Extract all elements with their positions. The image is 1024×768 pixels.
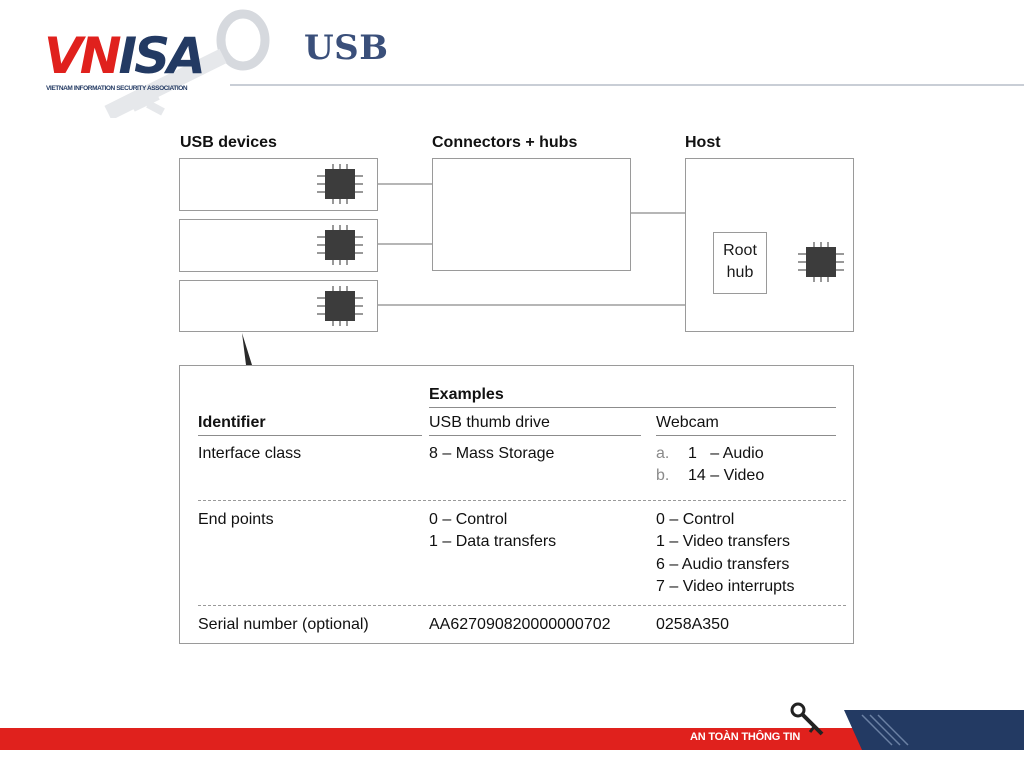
row-divider xyxy=(198,500,846,501)
slide-title: USB xyxy=(304,28,389,68)
identifier-header: Identifier xyxy=(198,414,266,431)
interface-class-thumb: 8 – Mass Storage xyxy=(429,445,555,462)
usb-identifier-table xyxy=(179,365,854,644)
root-hub-box xyxy=(713,232,767,294)
end-point-webcam: 1 – Video transfers xyxy=(656,533,791,550)
interface-class-webcam-a: 1 – Audio xyxy=(688,445,764,462)
interface-class-label: Interface class xyxy=(198,445,302,462)
chip-icon xyxy=(317,286,363,326)
webcam-class-marker-b: b. xyxy=(656,467,670,484)
connectors-hubs-box xyxy=(432,158,631,271)
examples-rule xyxy=(429,407,836,408)
end-point-thumb: 0 – Control xyxy=(429,511,508,528)
end-points-label: End points xyxy=(198,511,274,528)
webcam-header: Webcam xyxy=(656,414,719,431)
webcam-class-marker-a: a. xyxy=(656,445,670,462)
header-rule-2 xyxy=(429,435,641,436)
end-point-webcam: 6 – Audio transfers xyxy=(656,556,790,573)
logo-wordmark: VNISA xyxy=(44,27,203,85)
host-chip-icon xyxy=(798,242,844,282)
serial-number-thumb: AA627090820000000702 xyxy=(429,616,611,633)
header-rule-3 xyxy=(656,435,836,436)
thumb-drive-header: USB thumb drive xyxy=(429,414,550,431)
serial-number-label: Serial number (optional) xyxy=(198,616,369,633)
header-rule-1 xyxy=(198,435,422,436)
chip-icon xyxy=(317,164,363,204)
logo-subtitle: VIETNAM INFORMATION SECURITY ASSOCIATION xyxy=(46,85,188,92)
row-divider xyxy=(198,605,846,606)
root-hub-label-line2: hub xyxy=(726,264,754,281)
root-hub-label-line1: Root xyxy=(723,242,757,259)
host-title: Host xyxy=(685,134,721,151)
footer-stripe-decoration xyxy=(822,710,1024,750)
end-point-webcam: 0 – Control xyxy=(656,511,735,528)
end-point-webcam: 7 – Video interrupts xyxy=(656,578,795,595)
chip-icon xyxy=(317,225,363,265)
connectors-hubs-title: Connectors + hubs xyxy=(432,134,578,151)
end-point-thumb: 1 – Data transfers xyxy=(429,533,557,550)
usb-devices-title: USB devices xyxy=(180,134,277,151)
footer-tagline: AN TOÀN THÔNG TIN xyxy=(690,731,801,743)
examples-header: Examples xyxy=(429,386,504,403)
serial-number-webcam: 0258A350 xyxy=(656,616,729,633)
interface-class-webcam-b: 14 – Video xyxy=(688,467,765,484)
